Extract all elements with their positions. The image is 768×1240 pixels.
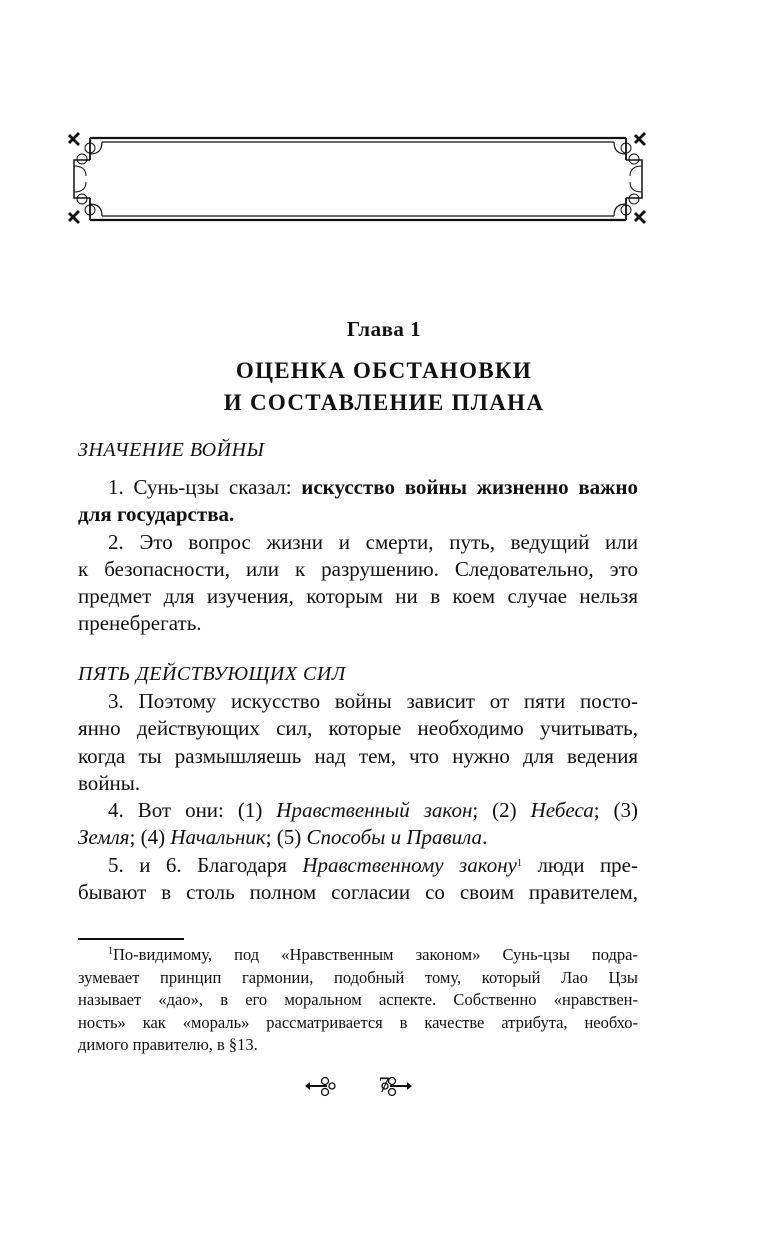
- footnote-separator: [78, 938, 184, 940]
- chapter-title-line-1: ОЦЕНКА ОБСТАНОВКИ: [235, 358, 533, 383]
- paragraph-text: люди пре-: [521, 852, 638, 877]
- italic-term: Небеса: [530, 798, 594, 823]
- footnote-text: По-видимому, под «Нравственным законом» Сунь-цзы подра-: [113, 945, 638, 964]
- paragraph-text: ; (4): [129, 825, 171, 850]
- paragraph-4-line: [78, 824, 638, 851]
- italic-term: Нравственный закон: [276, 798, 473, 823]
- paragraph-2-line: к безопасности, или к разрушению. Следовательно, это: [78, 556, 638, 581]
- footnote-marker: 1: [108, 946, 113, 957]
- paragraph-text: .: [482, 825, 488, 850]
- italic-term: Земля: [78, 825, 130, 850]
- paragraph-1-line: [78, 501, 638, 528]
- paragraph-2-line: 2. Это вопрос жизни и смерти, путь, ведущий или: [108, 529, 638, 554]
- footnote: [78, 944, 638, 1057]
- italic-term: Способы и Правила: [306, 825, 483, 850]
- body-text-section-1: [78, 474, 638, 638]
- paragraph-2-line: пренебрегать.: [78, 611, 202, 636]
- chapter-label: Глава 1: [346, 317, 422, 341]
- paragraph-text: 5. и 6. Благодаря: [108, 852, 303, 877]
- footnote-line: зумевает принцип гармонии, подобный тому, который Лао Цзы: [78, 967, 638, 987]
- italic-term: Нравственному закону: [302, 852, 517, 877]
- body-text-section-2: [78, 688, 638, 906]
- paragraph-text: ; (3): [593, 798, 638, 823]
- paragraph-text: ; (5): [265, 825, 307, 850]
- section-heading: ЗНАЧЕНИЕ ВОЙНЫ: [78, 439, 265, 461]
- paragraph-3-line: 3. Поэтому искусство войны зависит от пяти посто-: [108, 689, 638, 713]
- paragraph-text: 4. Вот они: (1): [108, 798, 277, 823]
- bold-text: для государства.: [78, 502, 235, 527]
- italic-term: Начальник: [170, 825, 266, 850]
- page-number: 7: [378, 1072, 390, 1097]
- paragraph-2-line: предмет для изучения, которым ни в коем случае нельзя: [78, 584, 638, 609]
- paragraph-3-line: когда ты размышляешь над тем, что нужно для ведения: [78, 743, 638, 768]
- paragraph-1-line: [78, 474, 638, 501]
- section-heading: ПЯТЬ ДЕЙСТВУЮЩИХ СИЛ: [78, 663, 346, 685]
- chapter-title-line-2: И СОСТАВЛЕНИЕ ПЛАНА: [223, 390, 545, 415]
- ornamental-frame: [68, 132, 648, 226]
- paragraph-3-line: янно действующих сил, которые необходимо учитывать,: [78, 716, 638, 741]
- paragraph-5-line: бывают в столь полном согласии со своим правителем,: [78, 880, 638, 905]
- footnote-line: называет «дао», в его моральном аспекте. Собственно «нравствен-: [78, 990, 638, 1009]
- footnote-line: ность» как «мораль» рассматривается в качестве атрибута, необхо-: [78, 1012, 638, 1032]
- paragraph-5-line: [78, 852, 638, 879]
- paragraph-text: ; (2): [472, 798, 531, 823]
- paragraph-3-line: войны.: [78, 770, 141, 795]
- paragraph-4-line: [78, 797, 638, 824]
- paragraph-text: 1. Сунь-цзы сказал:: [108, 475, 302, 499]
- footnote-line: димого правителю, в §13.: [78, 1035, 258, 1054]
- fleuron-right-icon: [380, 1076, 412, 1100]
- bold-text: искусство войны жизненно важно: [301, 475, 638, 499]
- footnote-line: [78, 944, 638, 967]
- footnote-reference[interactable]: 1: [516, 857, 522, 869]
